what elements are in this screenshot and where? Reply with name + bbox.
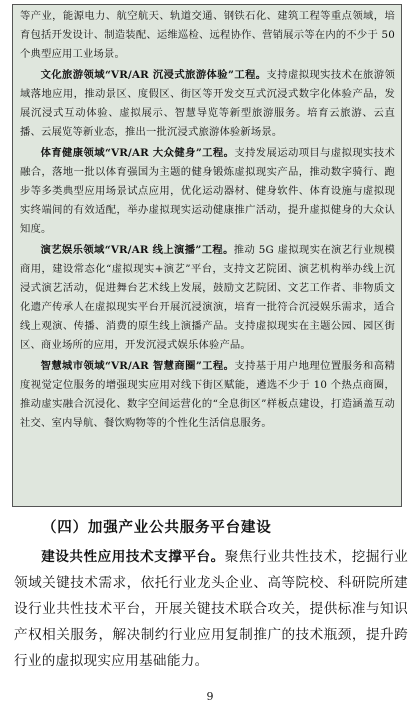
box-paragraph-tourism	[20, 66, 395, 142]
smart-city-text: 支持基于用户地理位置服务和高精度视觉定位服务的增强现实应用对线下街区赋能，遴选不少于 10 个热点商圈，推动虚实融合沉浸化、数字空间运营化的“全息街区”样板点建设，打造涵盖互动社交、室内导航、餐饮购物等的个性化生活信息服务。	[20, 360, 396, 429]
sports-title: 体育健康领域“VR/AR 大众健身”工程。	[40, 147, 235, 159]
box-paragraph-performance	[20, 241, 395, 355]
section-text: 聚焦行业共性技术，挖掘行业领域关键技术需求，依托行业龙头企业、高等院校、科研院所建设行业共性技术平台，开展关键技术联合攻关，提供标准与知识产权相关服务，解决制约行业应用复制推广的技术瓶颈，提升跨行业的虚拟现实应用基础能力。	[14, 549, 408, 669]
box-paragraph-sports	[20, 144, 395, 239]
performance-title: 演艺娱乐领域“VR/AR 线上演播”工程。	[40, 244, 234, 256]
section-paragraph	[14, 544, 408, 674]
box-paragraph-industry: 等产业，能源电力、航空航天、轨道交通、钢铁石化、建筑工程等重点领域，培育包括开发设计、制造装配、运维巡检、远程协作、营销展示等在内的不少于 50 个典型应用工业场景。	[20, 10, 395, 60]
case-box	[12, 4, 402, 507]
performance-text: 推动 5G 虚拟现实在演艺行业规模商用，建设常态化“虚拟现实+演艺”平台，支持文艺院团、演艺机构举办线上沉浸式演艺活动，促进舞台艺术线上发展，鼓励文艺院团、文艺工作者、非物质文化遗产传承人在虚拟现实平台开展沉浸演演，培育一批符合沉浸娱乐需求，适合线上观演、传播、消费的原生线上演播产品。支持虚拟现实在主题公园、园区街区、商业场所的应用，开发沉浸式娱乐体验产品。	[20, 244, 395, 351]
section-heading: （四）加强产业公共服务平台建设	[42, 519, 272, 536]
sports-text: 支持发展运动项目与虚拟现实技术融合，落地一批以体育强国为主题的健身锻炼虚拟现实产品，推动数字骑行、跑步等多类典型应用场景试点应用，优化运动器材、健身软件、体育设施与虚拟现实终端间的有效适配，举办虚拟现实运动健康推广活动，提升虚拟健身的大众认知度。	[20, 147, 396, 235]
tourism-text: 支持虚拟现实技术在旅游领域落地应用，推动景区、度假区、街区等开发交互式沉浸式数字化体验产品，发展沉浸式互动体验、虚拟展示、智慧导览等新型旅游服务。培育云旅游、云直播、云展览等新业态，推出一批沉浸式旅游体验新场景。	[20, 69, 395, 138]
page-number: 9	[206, 690, 214, 703]
tourism-title: 文化旅游领域“VR/AR 沉浸式旅游体验”工程。	[40, 69, 267, 81]
box-paragraph-smart-city	[20, 357, 395, 433]
smart-city-title: 智慧城市领域“VR/AR 智慧商圈”工程。	[40, 360, 235, 372]
section-lead: 建设共性应用技术支撑平台。	[41, 549, 225, 565]
